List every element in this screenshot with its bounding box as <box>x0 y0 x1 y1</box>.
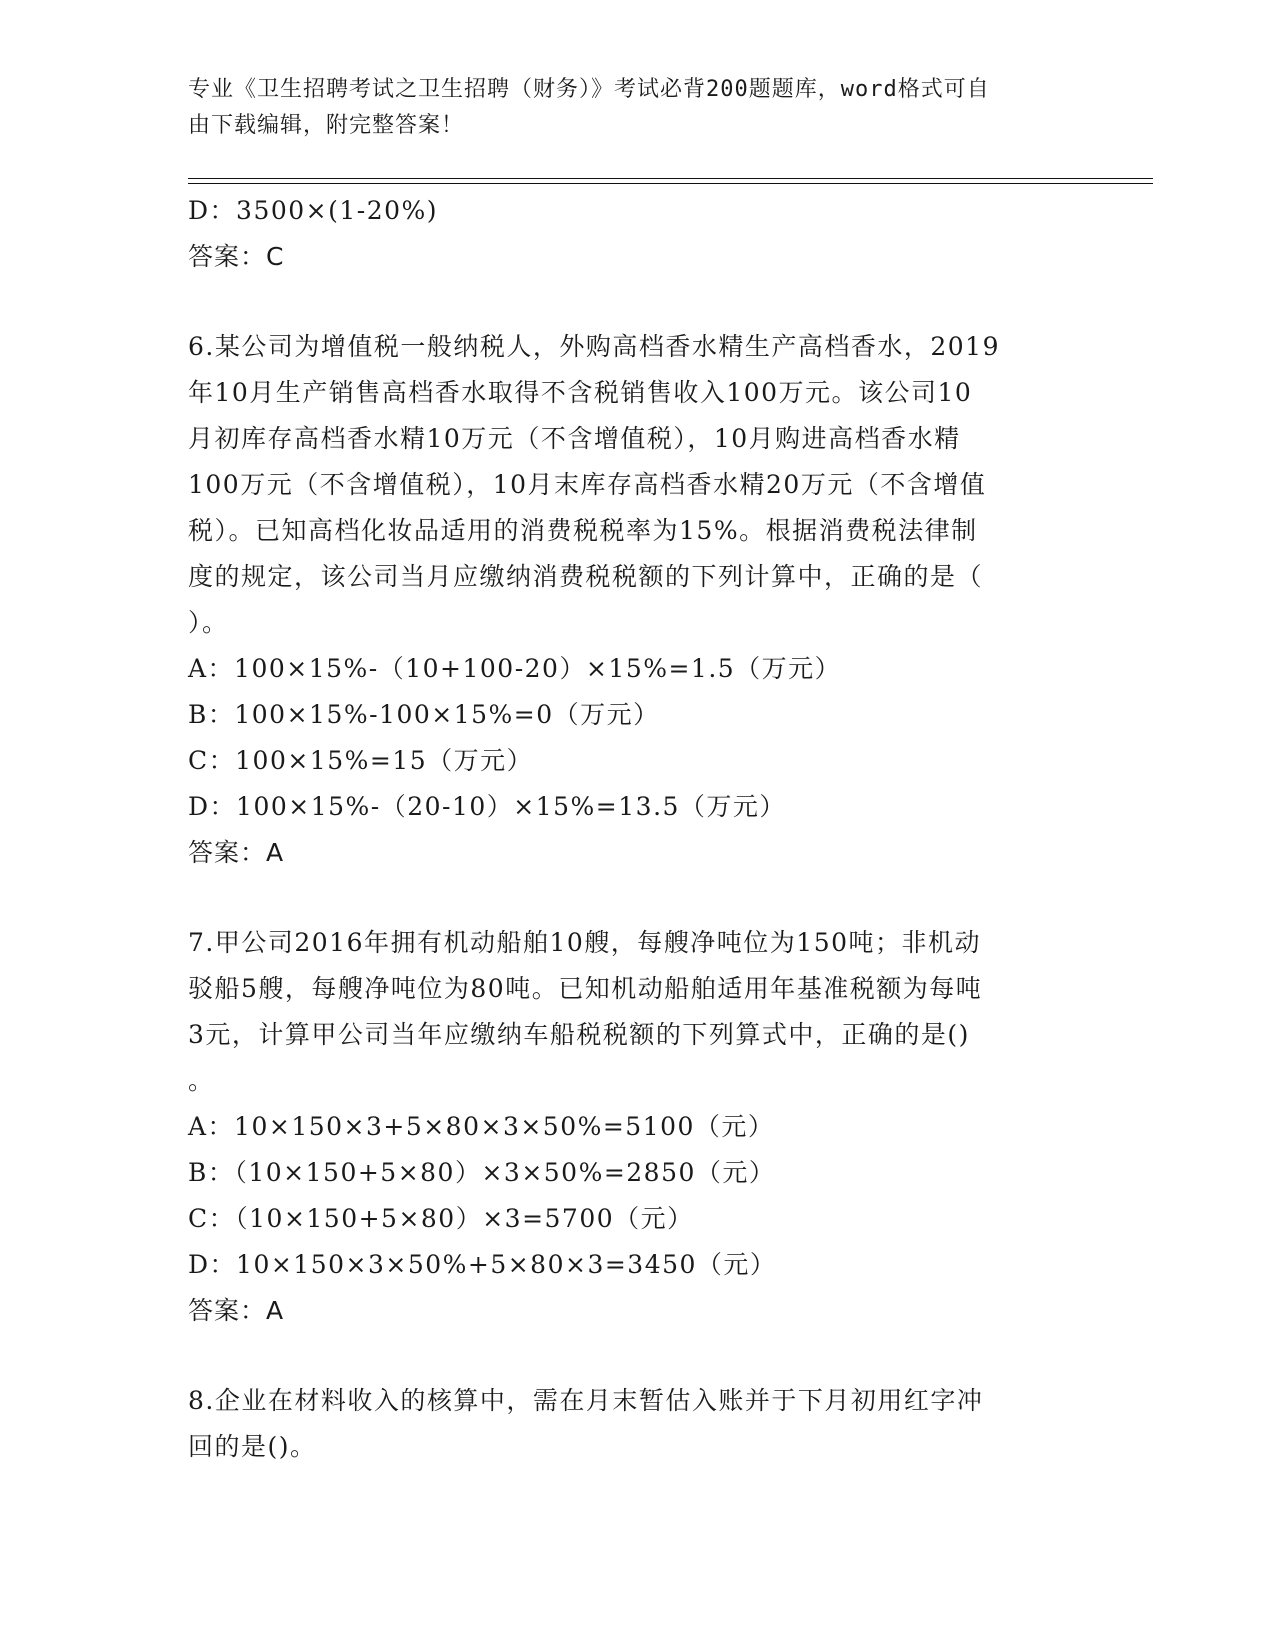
question-text-line: 月初库存高档香水精10万元（不含增值税），10月购进高档香水精 <box>188 424 961 453</box>
option-d: D：3500×(1-20%) <box>188 196 439 225</box>
header-divider-top <box>188 178 1153 179</box>
question-text-line: 年10月生产销售高档香水取得不含税销售收入100万元。该公司10 <box>188 378 973 407</box>
question-8 <box>188 1378 1088 1470</box>
option-d: D：10×150×3×50%+5×80×3=3450（元） <box>188 1250 777 1279</box>
question-text-line: 6.某公司为增值税一般纳税人，外购高档香水精生产高档香水，2019 <box>188 332 1000 361</box>
option-d: D：100×15%-（20-10）×15%=13.5（万元） <box>188 792 786 821</box>
answer: 答案：A <box>188 1296 285 1325</box>
question-text-line: 3元，计算甲公司当年应缴纳车船税税额的下列算式中，正确的是() <box>188 1020 970 1049</box>
option-c: C：（10×150+5×80）×3=5700（元） <box>188 1204 694 1233</box>
option-c: C：100×15%=15（万元） <box>188 746 534 775</box>
question-text-line: 回的是()。 <box>188 1432 317 1461</box>
option-a: A：100×15%-（10+100-20）×15%=1.5（万元） <box>188 654 842 683</box>
header-line-2: 由下载编辑，附完整答案！ <box>188 113 465 138</box>
question-text-line: 度的规定，该公司当月应缴纳消费税税额的下列计算中，正确的是（ <box>188 562 984 591</box>
previous-question-tail <box>188 188 1088 280</box>
question-6 <box>188 324 1088 876</box>
header-divider-bottom <box>188 183 1153 184</box>
option-a: A：10×150×3+5×80×3×50%=5100（元） <box>188 1112 775 1141</box>
question-text-line: 100万元（不含增值税），10月末库存高档香水精20万元（不含增值 <box>188 470 987 499</box>
question-text-line: 税）。已知高档化妆品适用的消费税税率为15%。根据消费税法律制 <box>188 516 978 545</box>
option-b: B：（10×150+5×80）×3×50%=2850（元） <box>188 1158 776 1187</box>
question-text-line: 驳船5艘，每艘净吨位为80吨。已知机动船舶适用年基准税额为每吨 <box>188 974 983 1003</box>
answer: 答案：A <box>188 838 285 867</box>
answer: 答案：C <box>188 242 285 271</box>
header-line-1: 专业《卫生招聘考试之卫生招聘（财务）》考试必背200题题库，word格式可自 <box>188 77 990 102</box>
document-body <box>188 188 1088 1470</box>
question-text-line: ）。 <box>188 608 229 637</box>
option-b: B：100×15%-100×15%=0（万元） <box>188 700 660 729</box>
question-text-line: 8.企业在材料收入的核算中，需在月末暂估入账并于下月初用红字冲 <box>188 1386 984 1415</box>
question-7 <box>188 920 1088 1334</box>
document-header <box>188 72 1068 144</box>
question-text-line: 7.甲公司2016年拥有机动船舶10艘，每艘净吨位为150吨；非机动 <box>188 928 982 957</box>
question-text-line: 。 <box>188 1066 215 1095</box>
